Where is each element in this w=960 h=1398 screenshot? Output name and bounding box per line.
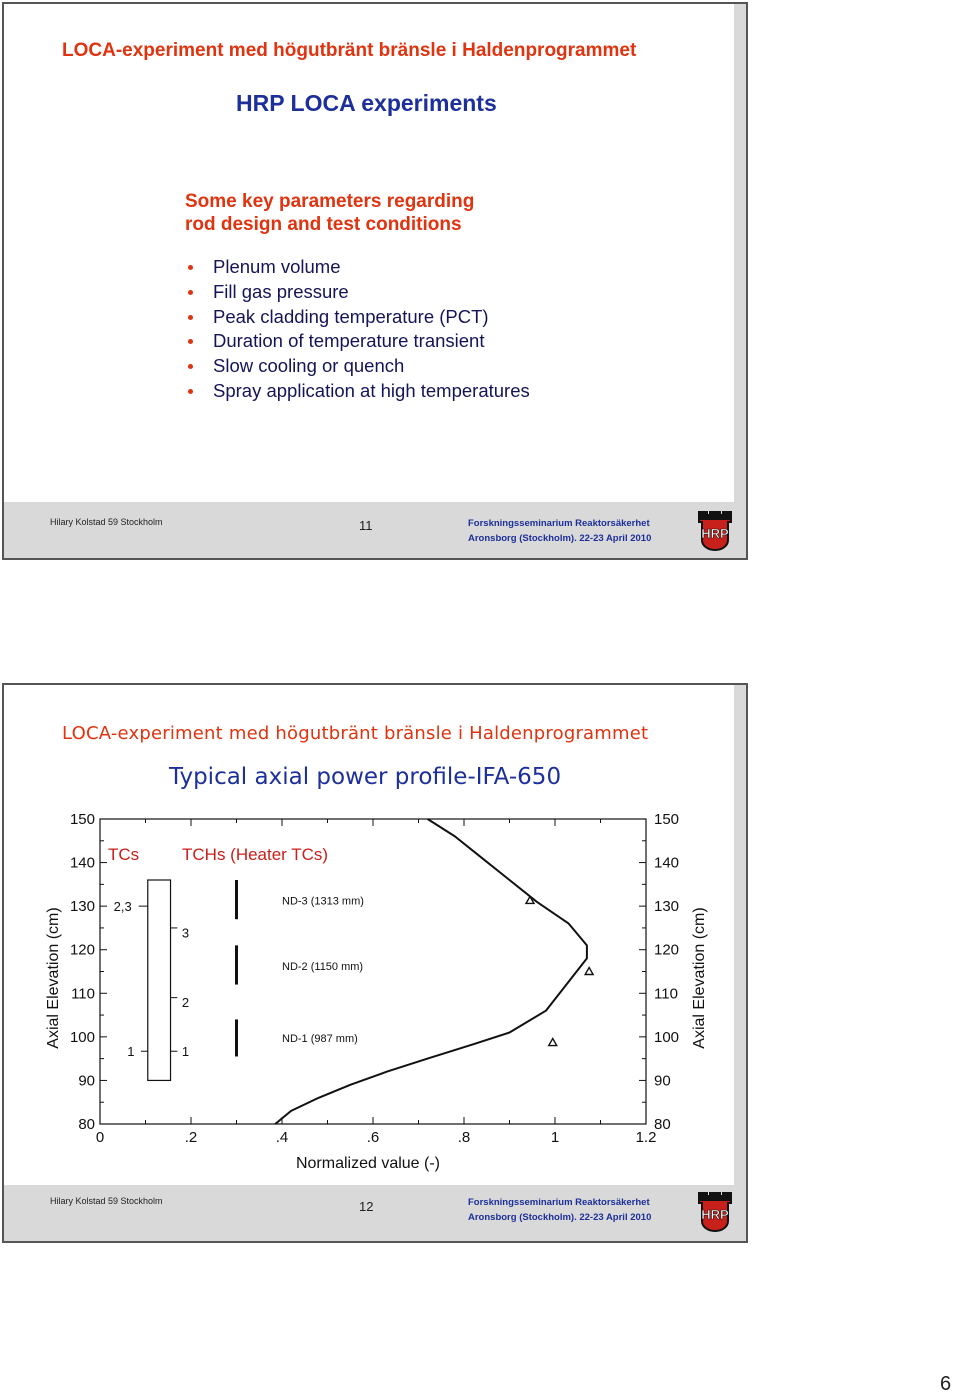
thermocouple-rod: [148, 880, 171, 1080]
tc-label: 1: [127, 1044, 135, 1060]
x-tick-label: 0: [95, 1129, 105, 1146]
subtitle-line-2: rod design and test conditions: [185, 214, 462, 235]
y-tick-label-left: 130: [69, 898, 95, 916]
slide-shadow-right: [734, 685, 746, 1185]
slide-subtitle: [185, 190, 474, 236]
axial-power-profile-chart: [40, 793, 720, 1177]
bullet-icon: [188, 265, 193, 270]
hrp-logo-icon: [696, 1189, 734, 1233]
y-axis-label-right: Axial Elevation (cm): [691, 907, 708, 1049]
y-tick-label-right: 110: [654, 985, 678, 1003]
slide-title: Typical axial power profile-IFA-650: [169, 764, 562, 790]
list-item-text: Spray application at high temperatures: [213, 379, 530, 401]
list-item-text: Fill gas pressure: [213, 280, 349, 302]
y-tick-label-left: 150: [69, 811, 95, 828]
bullet-icon: [188, 389, 193, 394]
y-axis-label: Axial Elevation (cm): [45, 907, 62, 1049]
footer-event-line-1: Forskningsseminarium Reaktorsäkerhet: [468, 1197, 650, 1208]
y-tick-label-right: 90: [654, 1072, 671, 1090]
y-tick-label-right: 80: [654, 1116, 671, 1133]
nd-label: ND-1 (987 mm): [282, 1033, 358, 1046]
footer-event: [468, 1195, 651, 1225]
bullet-icon: [188, 315, 193, 320]
x-tick-label: 1: [550, 1129, 560, 1146]
list-item: [185, 379, 530, 404]
tchs-label: TCHs (Heater TCs): [182, 845, 329, 864]
y-tick-label-left: 80: [78, 1116, 95, 1133]
tch-label: 3: [181, 925, 190, 941]
slide-12: [2, 683, 748, 1243]
list-item-text: Slow cooling or quench: [213, 355, 405, 377]
hrp-logo-icon: [696, 508, 734, 552]
nd-marker: [549, 1039, 557, 1046]
nd-marker: [585, 968, 593, 975]
list-item-text: Duration of temperature transient: [213, 330, 485, 352]
y-tick-label-right: 100: [654, 1028, 680, 1046]
footer-event-line-2: Aronsborg (Stockholm). 22-23 April 2010: [468, 533, 652, 544]
list-item-text: Peak cladding temperature (PCT): [213, 305, 489, 327]
y-tick-label-right: 130: [654, 898, 680, 916]
list-item: [185, 305, 530, 330]
footer-event: [468, 516, 651, 546]
x-tick-label: .8: [457, 1129, 471, 1146]
footer-author: Hilary Kolstad 59 Stockholm: [50, 517, 163, 527]
document-page-number: 6: [940, 1373, 952, 1395]
slide-header: LOCA-experiment med högutbränt bränsle i Haldenprogrammet: [62, 723, 649, 744]
y-tick-label-left: 90: [78, 1072, 95, 1090]
x-tick-label: .6: [366, 1129, 380, 1146]
y-tick-label-left: 100: [69, 1028, 95, 1046]
y-tick-label-right: 120: [654, 941, 680, 959]
bullet-icon: [188, 364, 193, 369]
slide-title: HRP LOCA experiments: [236, 90, 497, 116]
tc-label: 2,3: [113, 899, 132, 915]
logo-text: HRP: [701, 1207, 729, 1222]
x-tick-label: 1.2: [635, 1129, 657, 1146]
list-item: [185, 329, 530, 354]
x-tick-label: .4: [275, 1129, 289, 1146]
parameter-list: [185, 255, 530, 404]
y-tick-label-right: 150: [654, 811, 680, 828]
tcs-label: TCs: [108, 845, 140, 864]
footer-page-number: 12: [359, 1199, 374, 1214]
nd-label: ND-2 (1150 mm): [282, 960, 364, 973]
logo-text: HRP: [701, 526, 729, 541]
x-axis-label: Normalized value (-): [295, 1155, 441, 1172]
list-item: [185, 354, 530, 379]
footer-author: Hilary Kolstad 59 Stockholm: [50, 1196, 163, 1206]
y-tick-label-left: 140: [69, 854, 95, 872]
list-item: [185, 280, 530, 305]
slide-shadow-right: [734, 4, 746, 502]
subtitle-line-1: Some key parameters regarding: [185, 191, 475, 212]
footer-page-number: 11: [359, 518, 373, 533]
tch-label: 2: [181, 995, 190, 1010]
y-tick-label-right: 140: [654, 854, 680, 872]
list-item: [185, 255, 530, 280]
bullet-icon: [188, 339, 193, 344]
slide-header: LOCA-experiment med högutbränt bränsle i Haldenprogrammet: [62, 40, 637, 61]
x-tick-label: .2: [184, 1129, 198, 1146]
list-item-text: Plenum volume: [213, 256, 341, 277]
bullet-icon: [188, 290, 193, 295]
footer-event-line-2: Aronsborg (Stockholm). 22-23 April 2010: [468, 1212, 652, 1223]
y-tick-label-left: 110: [71, 985, 95, 1003]
slide-11: [2, 2, 748, 560]
plot-frame: [100, 819, 646, 1124]
tch-label: 1: [181, 1044, 190, 1060]
y-tick-label-left: 120: [69, 941, 95, 959]
nd-label: ND-3 (1313 mm): [282, 895, 364, 908]
footer-event-line-1: Forskningsseminarium Reaktorsäkerhet: [468, 518, 650, 529]
